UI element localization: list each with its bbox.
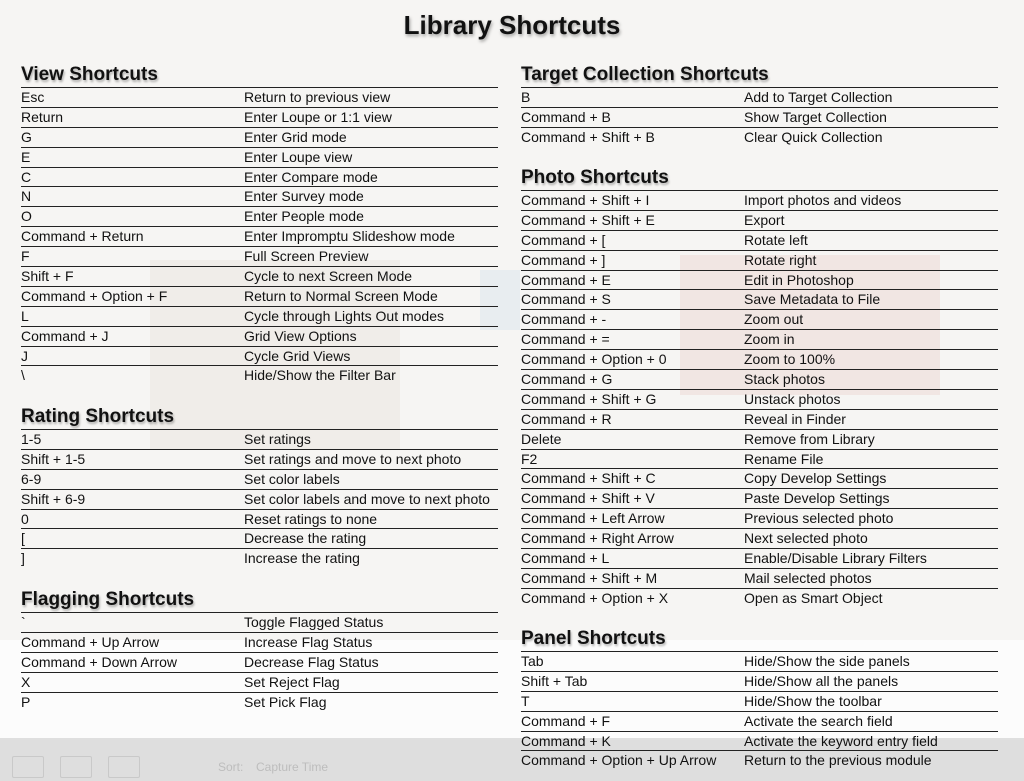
shortcut-row	[521, 588, 998, 608]
shortcut-row	[521, 409, 998, 429]
shortcut-key: Command + ]	[521, 251, 606, 268]
shortcut-description: Set Reject Flag	[244, 673, 340, 690]
shortcut-row	[521, 87, 998, 107]
shortcut-key: J	[21, 347, 28, 364]
shortcut-row	[21, 266, 498, 286]
shortcut-key: P	[21, 693, 31, 710]
shortcut-description: Full Screen Preview	[244, 248, 369, 265]
shortcut-description: Zoom in	[744, 331, 795, 348]
shortcut-key: F2	[521, 450, 538, 467]
shortcut-row	[21, 246, 498, 266]
shortcut-key: Command + B	[521, 108, 611, 125]
shortcut-key: N	[21, 188, 32, 205]
shortcut-description: Return to the previous module	[744, 752, 932, 769]
shortcut-row	[21, 306, 498, 326]
section-rating	[21, 405, 498, 568]
shortcut-row	[521, 468, 998, 488]
shortcut-row	[21, 632, 498, 652]
shortcut-description: Enable/Disable Library Filters	[744, 550, 927, 567]
shortcut-row	[21, 107, 498, 127]
shortcut-description: Show Target Collection	[744, 108, 887, 125]
shortcut-description: Next selected photo	[744, 530, 868, 547]
shortcut-key: Command + F	[521, 712, 611, 729]
shortcut-row	[21, 509, 498, 529]
shortcut-description: Toggle Flagged Status	[244, 614, 384, 630]
shortcut-key: Command + J	[21, 327, 109, 344]
shortcut-key: Shift + F	[21, 268, 74, 285]
shortcut-row	[521, 270, 998, 290]
shortcut-description: Save Metadata to File	[744, 291, 881, 308]
shortcut-key: Command + -	[521, 311, 607, 328]
shortcut-description: Zoom out	[744, 311, 804, 328]
section-panel	[521, 627, 998, 770]
shortcut-row	[521, 210, 998, 230]
shortcut-row	[21, 692, 498, 712]
shortcut-row	[521, 309, 998, 329]
shortcut-key: 6-9	[21, 470, 42, 487]
page-title: Library Shortcuts	[403, 10, 621, 40]
shortcut-description: Previous selected photo	[744, 510, 894, 527]
shortcut-row	[521, 429, 998, 449]
shortcut-description: Hide/Show the side panels	[744, 653, 910, 669]
shortcut-key: Command + Shift + C	[521, 470, 656, 487]
shortcut-description: Increase Flag Status	[244, 633, 373, 650]
shortcut-row	[521, 750, 998, 770]
shortcut-key: Command + S	[521, 291, 611, 308]
shortcut-row	[521, 528, 998, 548]
section-heading: Rating Shortcuts	[21, 406, 175, 427]
shortcut-description: Mail selected photos	[744, 569, 872, 586]
shortcut-description: Open as Smart Object	[744, 589, 883, 606]
shortcut-row	[521, 127, 998, 147]
shortcut-description: Rotate left	[744, 231, 808, 248]
shortcut-key: L	[21, 307, 29, 324]
shortcut-description: Return to previous view	[244, 89, 391, 105]
shortcut-key: Command + Option + X	[521, 589, 669, 606]
shortcut-description: Hide/Show the toolbar	[744, 692, 882, 709]
shortcut-row	[21, 186, 498, 206]
shortcut-row	[21, 286, 498, 306]
shortcut-row	[21, 167, 498, 187]
shortcut-description: Add to Target Collection	[744, 89, 893, 105]
shortcut-row	[521, 508, 998, 528]
shortcut-row	[521, 731, 998, 751]
shortcut-key: B	[521, 89, 531, 105]
shortcut-description: Set Pick Flag	[244, 693, 327, 710]
section-view	[21, 63, 498, 385]
shortcut-description: Enter Loupe or 1:1 view	[244, 108, 392, 125]
shortcut-row	[21, 449, 498, 469]
shortcut-row	[21, 528, 498, 548]
shortcut-description: Stack photos	[744, 371, 825, 388]
shortcut-row	[21, 326, 498, 346]
toolbar-sort-label: Sort:	[218, 760, 244, 774]
shortcut-key: Command + E	[521, 271, 611, 288]
shortcut-description: Remove from Library	[744, 430, 875, 447]
shortcut-key: Command + Option + F	[21, 287, 168, 304]
shortcut-description: Export	[744, 211, 785, 228]
shortcut-row	[21, 612, 498, 632]
shortcut-key: Esc	[21, 89, 45, 105]
shortcut-description: Set ratings	[244, 431, 311, 447]
shortcut-row	[521, 449, 998, 469]
shortcut-key: \	[21, 367, 25, 384]
shortcut-key: Command + R	[521, 410, 612, 427]
shortcut-description: Clear Quick Collection	[744, 128, 883, 145]
shortcut-description: Rename File	[744, 450, 824, 467]
shortcut-key: E	[21, 148, 31, 165]
shortcut-row	[521, 250, 998, 270]
shortcut-row	[521, 230, 998, 250]
shortcut-description: Cycle Grid Views	[244, 347, 351, 364]
shortcut-description: Hide/Show the Filter Bar	[244, 367, 396, 384]
shortcut-row	[521, 190, 998, 210]
shortcut-row	[21, 429, 498, 449]
shortcut-key: Shift + Tab	[521, 672, 588, 689]
shortcut-key: Command + Shift + V	[521, 490, 655, 507]
shortcut-row	[21, 206, 498, 226]
shortcut-key: Command + Option + 0	[521, 351, 667, 368]
shortcut-description: Enter Compare mode	[244, 168, 378, 185]
shortcut-row	[21, 226, 498, 246]
shortcut-key: Command + Down Arrow	[21, 653, 178, 670]
shortcut-description: Grid View Options	[244, 327, 357, 344]
shortcut-row	[21, 489, 498, 509]
shortcut-key: Shift + 1-5	[21, 450, 86, 467]
shortcut-key: F	[21, 248, 30, 265]
shortcut-description: Zoom to 100%	[744, 351, 836, 368]
shortcut-key: Command + [	[521, 231, 606, 248]
shortcut-row	[521, 329, 998, 349]
shortcut-key: Command + Left Arrow	[521, 510, 665, 527]
shortcut-row	[521, 711, 998, 731]
shortcut-key: [	[21, 530, 25, 547]
shortcut-row	[521, 349, 998, 369]
shortcut-key: Command + =	[521, 331, 610, 348]
shortcut-description: Edit in Photoshop	[744, 271, 854, 288]
shortcut-row	[21, 548, 498, 568]
shortcut-description: Enter People mode	[244, 208, 364, 225]
shortcut-row	[21, 346, 498, 366]
shortcut-description: Decrease the rating	[244, 530, 367, 547]
shortcut-row	[521, 389, 998, 409]
shortcut-key: X	[21, 673, 31, 690]
shortcut-key: 1-5	[21, 431, 42, 447]
shortcut-description: Reveal in Finder	[744, 410, 846, 427]
shortcut-key: Delete	[521, 430, 562, 447]
shortcut-key: Command + Shift + B	[521, 128, 655, 145]
section-heading: Photo Shortcuts	[521, 167, 669, 188]
shortcut-key: Command + G	[521, 371, 613, 388]
shortcut-row	[521, 107, 998, 127]
shortcut-row	[21, 652, 498, 672]
shortcut-key: G	[21, 128, 32, 145]
shortcut-key: Command + K	[521, 732, 611, 749]
section-heading: View Shortcuts	[21, 64, 158, 85]
section-photo	[521, 166, 998, 608]
shortcut-key: Command + L	[521, 550, 610, 567]
shortcut-description: Increase the rating	[244, 550, 360, 567]
shortcut-row	[21, 365, 498, 385]
shortcut-description: Unstack photos	[744, 390, 841, 407]
shortcut-key: Command + Shift + G	[521, 390, 657, 407]
shortcut-description: Activate the search field	[744, 712, 893, 729]
shortcut-description: Activate the keyword entry field	[744, 732, 938, 749]
shortcut-description: Enter Loupe view	[244, 148, 353, 165]
shortcut-description: Return to Normal Screen Mode	[244, 287, 438, 304]
shortcut-key: T	[521, 692, 530, 709]
shortcut-row	[521, 651, 998, 671]
shortcut-row	[521, 691, 998, 711]
shortcut-row	[521, 568, 998, 588]
shortcut-row	[21, 469, 498, 489]
shortcut-description: Set color labels	[244, 470, 340, 487]
shortcut-row	[521, 488, 998, 508]
shortcut-description: Decrease Flag Status	[244, 653, 379, 670]
shortcut-description: Paste Develop Settings	[744, 490, 890, 507]
section-heading: Panel Shortcuts	[521, 628, 666, 649]
shortcut-description: Hide/Show all the panels	[744, 672, 899, 689]
shortcut-description: Enter Impromptu Slideshow mode	[244, 228, 455, 245]
shortcut-description: Set ratings and move to next photo	[244, 450, 462, 467]
shortcut-key: ]	[21, 550, 25, 567]
shortcut-description: Reset ratings to none	[244, 510, 378, 527]
shortcut-row	[521, 289, 998, 309]
shortcut-key: Shift + 6-9	[21, 490, 86, 507]
shortcut-description: Copy Develop Settings	[744, 470, 887, 487]
shortcut-row	[21, 127, 498, 147]
shortcut-key: Tab	[521, 653, 544, 669]
section-heading: Flagging Shortcuts	[21, 589, 195, 610]
shortcut-row	[21, 87, 498, 107]
shortcut-row	[521, 671, 998, 691]
shortcut-key: Command + Shift + I	[521, 192, 650, 208]
shortcut-key: `	[21, 614, 26, 630]
shortcut-key: C	[21, 168, 32, 185]
shortcut-key: Command + Shift + M	[521, 569, 658, 586]
shortcut-description: Import photos and videos	[744, 192, 902, 208]
shortcut-key: O	[21, 208, 32, 225]
shortcut-key: Command + Up Arrow	[21, 633, 160, 650]
shortcut-key: Command + Option + Up Arrow	[521, 752, 717, 769]
shortcut-row	[21, 672, 498, 692]
section-target-collection	[521, 63, 998, 147]
section-flagging	[21, 588, 498, 711]
shortcut-row	[21, 147, 498, 167]
shortcut-description: Enter Grid mode	[244, 128, 347, 145]
shortcut-key: Command + Return	[21, 228, 144, 245]
shortcut-row	[521, 369, 998, 389]
shortcut-description: Cycle to next Screen Mode	[244, 268, 413, 285]
shortcut-key: Command + Shift + E	[521, 211, 655, 228]
shortcut-key: Command + Right Arrow	[521, 530, 674, 547]
shortcut-description: Enter Survey mode	[244, 188, 364, 205]
shortcut-description: Cycle through Lights Out modes	[244, 307, 444, 324]
shortcut-description: Set color labels and move to next photo	[244, 490, 490, 507]
toolbar-sort-value: Capture Time	[256, 760, 329, 774]
shortcut-description: Rotate right	[744, 251, 817, 268]
shortcut-key: 0	[21, 510, 29, 527]
shortcut-key: Return	[21, 108, 64, 125]
section-heading: Target Collection Shortcuts	[521, 64, 769, 85]
shortcut-row	[521, 548, 998, 568]
